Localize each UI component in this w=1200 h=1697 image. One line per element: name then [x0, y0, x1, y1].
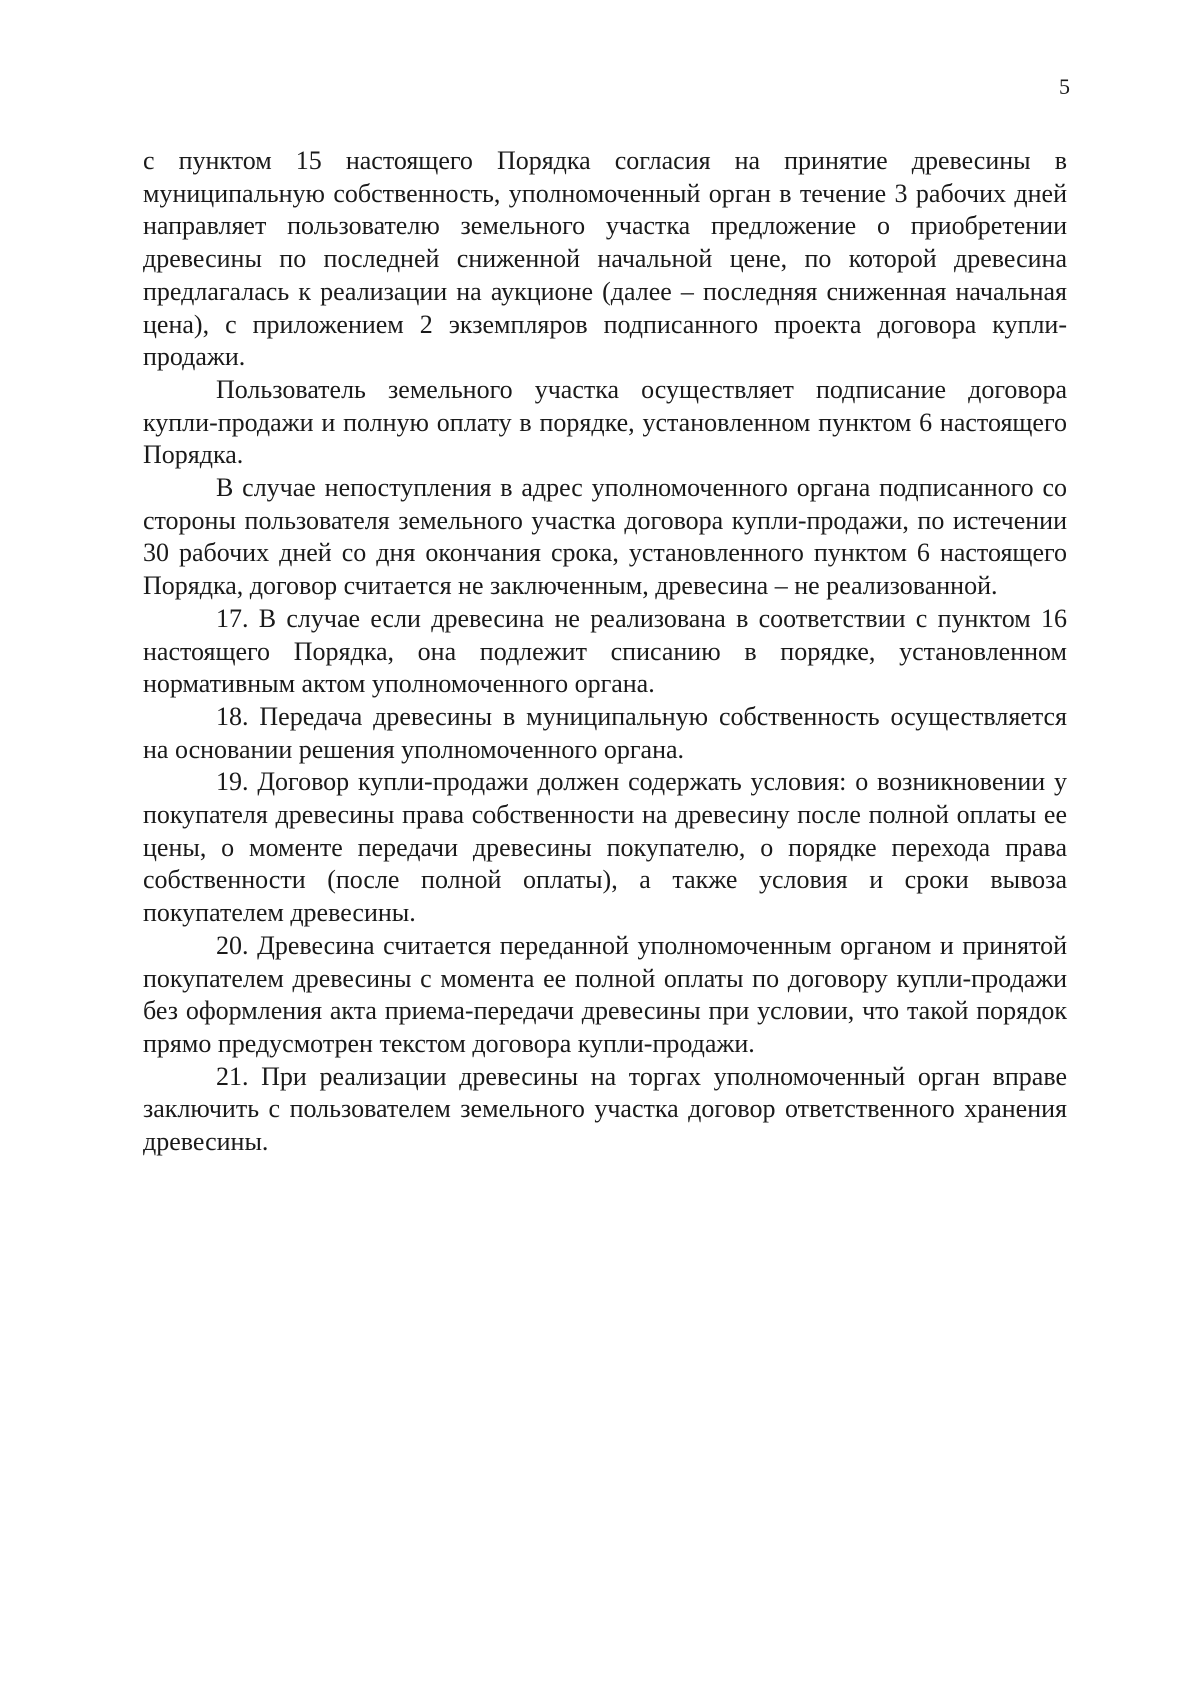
paragraph-item-18: 18. Передача древесины в муниципальную собственность осуществляется на основании решения уполномоченного органа.: [143, 701, 1067, 764]
document-body: [143, 145, 1067, 1159]
paragraph-signing-payment: Пользователь земельного участка осуществляет подписание договора купли-продажи и полную оплату в порядке, установленном пунктом 6 настоящего Порядка.: [143, 374, 1067, 470]
paragraph-non-receipt: В случае непоступления в адрес уполномоченного органа подписанного со стороны пользователя земельного участка договора купли-продажи, по истечении 30 рабочих дней со дня окончания срока, установленного пунктом 6 настоящего Порядка, договор считается не заключенным, древесина – не реализованной.: [143, 473, 1067, 601]
paragraph-continuation: с пунктом 15 настоящего Порядка согласия на принятие древесины в муниципальную собственность, уполномоченный орган в течение 3 рабочих дней направляет пользователю земельного участка предложение о приобретении древесины по последней сниженной начальной цене, по которой древесина предлагалась к реализации на аукционе (далее – последняя сниженная начальная цена), с приложением 2 экземпляров подписанного проекта договора купли-продажи.: [143, 146, 1067, 372]
paragraph-item-21: 21. При реализации древесины на торгах уполномоченный орган вправе заключить с пользователем земельного участка договор ответственного хранения древесины.: [143, 1061, 1067, 1157]
page-number: 5: [1059, 74, 1070, 99]
paragraph-item-20: 20. Древесина считается переданной уполномоченным органом и принятой покупателем древесины с момента ее полной оплаты по договору купли-продажи без оформления акта приема-передачи древесины при условии, что такой порядок прямо предусмотрен текстом договора купли-продажи.: [143, 930, 1067, 1058]
paragraph-item-19: 19. Договор купли-продажи должен содержать условия: о возникновении у покупателя древесины права собственности на древесину после полной оплаты ее цены, о моменте передачи древесины покупателю, о порядке перехода права собственности (после полной оплаты), а также условия и сроки вывоза покупателем древесины.: [143, 767, 1067, 928]
paragraph-item-17: 17. В случае если древесина не реализована в соответствии с пунктом 16 настоящего Порядка, она подлежит списанию в порядке, установленном нормативным актом уполномоченного органа.: [143, 603, 1067, 699]
